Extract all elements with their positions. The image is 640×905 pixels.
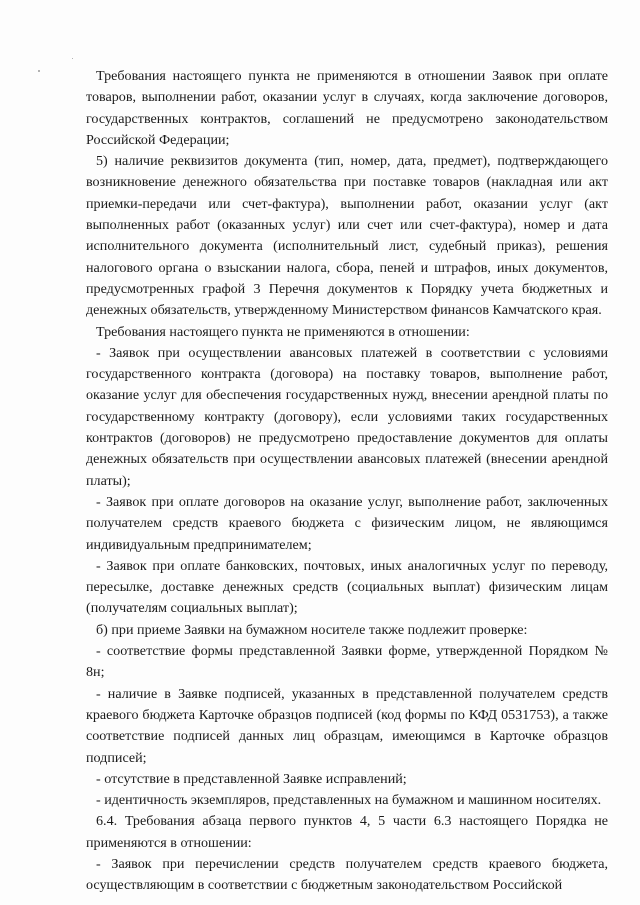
paragraph: Требования настоящего пункта не применяются в отношении Заявок при оплате товаров, выполнении работ, оказании услуг в случаях, когда заключение договоров, государственных контрактов, соглашений не предусмотрено законодательством Российской Федерации;: [86, 68, 608, 148]
paragraph: 5) наличие реквизитов документа (тип, номер, дата, предмет), подтверждающего возникновение денежного обязательства при поставке товаров (накладная или акт приемки-передачи или счет-фактура), выполнении работ, оказании услуг (акт выполненных работ (оказанных услуг) или счет или счет-фактура), номер и дата исполнительного документа (исполнительный лист, судебный приказ), решения налогового органа о взыскании налога, сбора, пеней и штрафов, иных документов, предусмотренных графой 3 Перечня документов к Порядку учета бюджетных и денежных обязательств, утвержденному Министерством финансов Камчатского края.: [86, 153, 608, 319]
paragraph: - наличие в Заявке подписей, указанных в представленной получателем средств краевого бюджета Карточке образцов подписей (код формы по КФД 0531753), а также соответствие подписей данных лиц образцам, имеющимся в Карточке образцов подписей;: [86, 685, 608, 766]
paragraph: б) при приеме Заявки на бумажном носителе также подлежит проверке:: [96, 621, 528, 638]
scan-speck: [38, 70, 40, 72]
document-body: [86, 66, 608, 897]
paragraph: - Заявок при оплате договоров на оказание услуг, выполнение работ, заключенных получателем средств краевого бюджета с физическим лицом, не являющимся индивидуальным предпринимателем;: [86, 493, 608, 553]
paragraph: - соответствие формы представленной Заявки форме, утвержденной Порядком № 8н;: [86, 643, 608, 681]
paragraph: 6.4. Требования абзаца первого пунктов 4, 5 части 6.3 настоящего Порядка не применяются в отношении:: [86, 813, 608, 851]
paragraph: - Заявок при оплате банковских, почтовых, иных аналогичных услуг по переводу, пересылке, доставке денежных средств (социальных выплат) физическим лицам (получателям социальных выплат);: [86, 557, 608, 617]
paragraph: - идентичность экземпляров, представленных на бумажном и машинном носителях.: [96, 792, 602, 809]
paragraph: - Заявок при осуществлении авансовых платежей в соответствии с условиями государственного контракта (договора) на поставку товаров, выполнение работ, оказание услуг для обеспечения государственных нужд, внесении арендной платы по государственному контракту (договору), если условиями таких государственных контрактов (договоров) не предусмотрено предоставление документов для оплаты денежных обязательств при осуществлении авансовых платежей (внесении арендной платы);: [86, 344, 608, 489]
paragraph: - Заявок при перечислении средств получателем средств краевого бюджета, осуществляющим в соответствии с бюджетным законодательством Российской: [86, 855, 608, 894]
paragraph: Требования настоящего пункта не применяются в отношении:: [96, 323, 470, 340]
paragraph: - отсутствие в представленной Заявке исправлений;: [96, 770, 407, 787]
scan-speck: [72, 58, 73, 59]
